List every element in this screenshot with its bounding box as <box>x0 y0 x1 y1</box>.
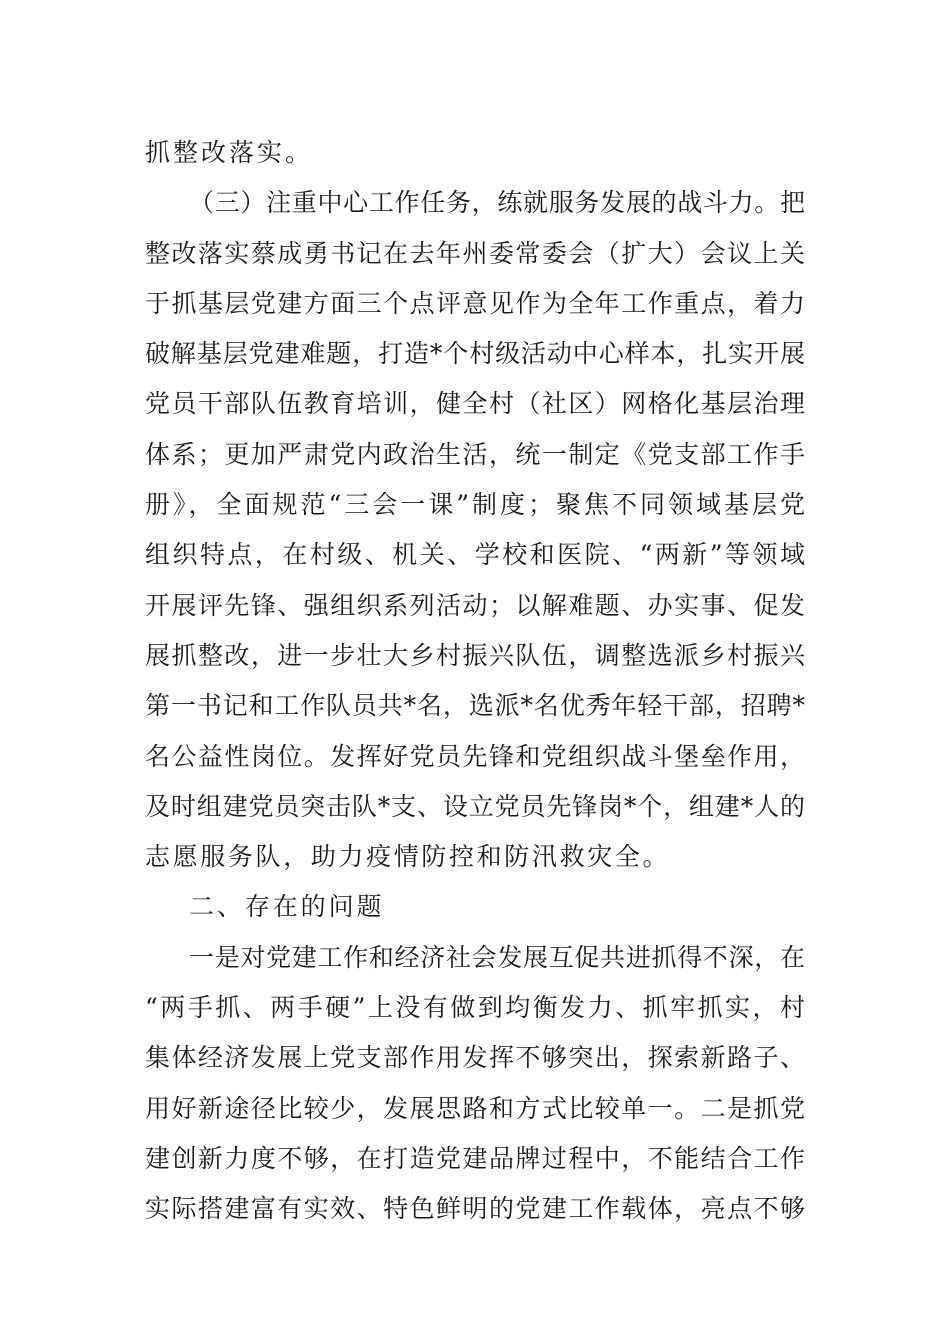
text-line: 一是对党建工作和经济社会发展互促共进抓得不深，在 <box>189 942 805 972</box>
text-line: 体系；更加严肃党内政治生活，统一制定《党支部工作手 <box>145 439 805 469</box>
text-line: 志愿服务队，助力疫情防控和防汛救灾全。 <box>145 842 671 872</box>
text-line: 名公益性岗位。发挥好党员先锋和党组织战斗堡垒作用， <box>145 741 805 771</box>
text-line: 开展评先锋、强组织系列活动；以解难题、办实事、促发 <box>145 590 805 620</box>
text-line: 展抓整改，进一步壮大乡村振兴队伍，调整选派乡村振兴 <box>145 640 805 670</box>
text-line: 党员干部队伍教育培训，健全村（社区）网格化基层治理 <box>145 389 805 419</box>
text-line: 用好新途径比较少，发展思路和方式比较单一。二是抓党 <box>145 1093 805 1123</box>
text-line: 于抓基层党建方面三个点评意见作为全年工作重点，着力 <box>145 288 805 318</box>
text-line: 集体经济发展上党支部作用发挥不够突出，探索新路子、 <box>145 1043 805 1073</box>
text-line: 建创新力度不够，在打造党建品牌过程中，不能结合工作 <box>145 1143 805 1173</box>
text-line: 整改落实蔡成勇书记在去年州委常委会（扩大）会议上关 <box>145 238 805 268</box>
text-line: （三）注重中心工作任务，练就服务发展的战斗力。把 <box>189 188 805 218</box>
text-line: 第一书记和工作队员共*名，选派*名优秀年轻干部，招聘* <box>145 691 805 721</box>
text-line: 册》，全面规范“三会一课”制度；聚焦不同领域基层党 <box>145 490 805 520</box>
body-text <box>145 128 805 1235</box>
text-line: 及时组建党员突击队*支、设立党员先锋岗*个，组建*人的 <box>145 791 805 821</box>
text-line: 实际搭建富有实效、特色鲜明的党建工作载体，亮点不够 <box>145 1194 805 1224</box>
section-heading: 二、存在的问题 <box>189 892 385 922</box>
text-line: 破解基层党建难题，打造*个村级活动中心样本，扎实开展 <box>145 339 805 369</box>
text-line: 抓整改落实。 <box>145 138 313 167</box>
text-line: “两手抓、两手硬”上没有做到均衡发力、抓牢抓实，村 <box>145 993 805 1023</box>
text-line: 组织特点，在村级、机关、学校和医院、“两新”等领域 <box>145 540 805 570</box>
